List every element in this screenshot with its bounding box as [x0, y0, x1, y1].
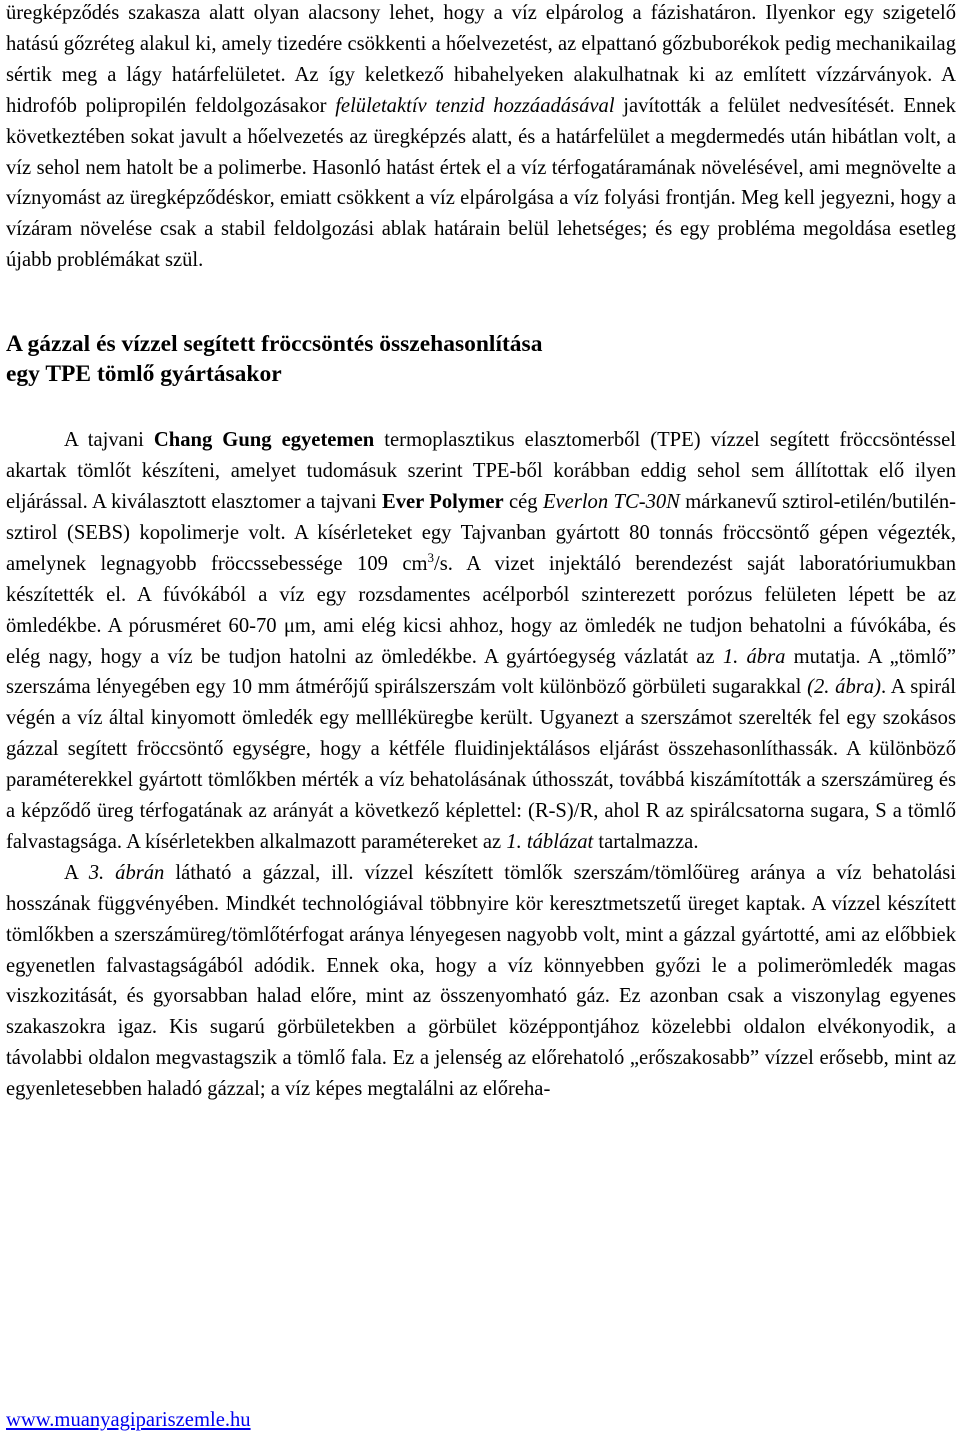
intro-italic-phrase: felületaktív tenzid hozzáadásával	[335, 94, 615, 117]
intro-text-2: javították a felület nedvesítését. Ennek következtében sokat javult a hőelvezetés az üregképzés alatt, és a határfelület a megdermedés után hibátlan volt, a víz sehol nem hatolt be a polimerbe. Hasonló hatást értek el a víz térfogatáramának növelésével, ami megnövelte a víznyomást az üregképződéskor, emiatt csökkent a víz elpárolgása a víz folyási frontján. Meg kell jegyezni, hogy a vízáram növelése csak a stabil feldolgozási ablak határain belül lehetséges; és egy probléma megoldása esetleg újabb problémákat szül.	[6, 94, 956, 272]
figure-ref-1: 1. ábra	[722, 645, 786, 668]
body-paragraph-2	[6, 858, 956, 1105]
intro-paragraph	[6, 0, 956, 276]
section-heading	[6, 276, 956, 425]
body1-text-5: /s. A vizet injektáló berendezést saját laboratóriumukban készítették el. A fúvókából a víz egy rozsdamentes acélporból szinterezett porózus felületen lépett be az ömledékbe. A pórusméret 60-70 μm, ami elég kicsi ahhoz, hogy az ömledék ne tudjon behatolni a fúvókába, és elég nagy, hogy a víz be tudjon hatolni az ömledékbe. A gyártóegység vázlatát az	[6, 552, 956, 668]
footer-website-link[interactable]: www.muanyagipariszemle.hu	[6, 1409, 251, 1431]
table-ref-1: 1. táblázat	[506, 830, 594, 853]
body2-text-1: A	[64, 861, 89, 884]
figure-ref-3: 3. ábrán	[88, 861, 165, 884]
intro-text-1: üregképződés szakasza alatt olyan alacsony lehet, hogy a víz elpárolog a fázishatáron. Ilyenkor egy szigetelő hatású gőzréteg alakul ki, amely tizedére csökkenti a hőelvezetést, az elpattanó gőzbuborékok pedig mechanikailag sértik meg a lágy határfelületet. Az így keletkező hibahelyeken alakulhatnak ki az említett vízzárványok. A hidrofób polipropilén feldolgozásakor	[6, 2, 956, 117]
body1-text-3: cég	[503, 490, 543, 513]
document-page	[6, 0, 956, 1105]
body2-text-2: látható a gázzal, ill. vízzel készített tömlők szerszám/tömlőüreg aránya a víz behatolási hosszának függvényében. Mindkét technológiával többnyire kör keresztmetszetű üreget kaptak. A vízzel készített tömlőkben a szerszámüreg/tömlőtérfogat aránya lényegesen nagyobb volt, mint a gázzal gyártotté, ami az előbbiek egyenetlen falvastagságából adódik. Ennek oka, hogy a víz könnyebben győzi le a polimerömledék magas viszkozitását, és gyorsabban halad előre, mint az összenyomható gáz. Ez azonban csak a viszonylag egyenes szakaszokra igaz. Kis sugarú görbületekben a görbület középpontjához közelebbi oldalon elvékonyodik, a távolabbi oldalon megvastagszik a tömlő fala. Ez a jelenség az előrehatoló „erőszakosabb” vízzel erősebb, mint az egyenletesebben haladó gázzal; a víz képes megtalálni az előreha-	[6, 861, 956, 1101]
heading-line-2: egy TPE tömlő gyártásakor	[6, 361, 282, 388]
university-name: Chang Gung egyetemen	[153, 429, 375, 452]
body1-text-4: márkanevű sztirol-etilén/butilén-sztirol (SEBS) kopolimerje volt. A kísérleteket egy Tajvanban gyártott 80 tonnás fröccsöntő gépen végezték, amelynek legnagyobb fröccssebessége 109 cm	[6, 490, 957, 575]
heading-line-1: A gázzal és vízzel segített fröccsöntés összehasonlítása	[6, 331, 543, 358]
body1-text-8: tartalmazza.	[593, 830, 699, 853]
company-name: Ever Polymer	[381, 490, 504, 513]
body1-text-7: . A spirál végén a víz által kinyomott ömledék egy mellléküregbe került. Ugyanezt a szerszámot szerelték fel egy szokásos gázzal segített fröccsöntő egységre, hogy a kétféle fluidinjektálásos eljárást összehasonlíthassák. A különböző paraméterekkel gyártott tömlőkben mérték a víz behatolásának úthosszát, továbbá kiszámították a szerszámüreg és a képződő üreg térfogatának az arányát a következő képlettel: (R-S)/R, ahol R az spirálcsatorna sugara, S a tömlő falvastagsága. A kísérletekben alkalmazott paramétereket az	[6, 676, 956, 853]
body1-text-6: mutatja. A „tömlő” szerszáma lényegében egy 10 mm átmérőjű spirálszerszám volt különböző görbületi sugarakkal	[6, 645, 957, 699]
body1-text-2: termoplasztikus elasztomerből (TPE) vízzel segített fröccsöntéssel akartak tömlőt készíteni, amelyet tudomásuk szerint TPE-ből korábban eddig sehol sem állítottak elő ilyen eljárással. A kiválasztott elasztomer a tajvani	[6, 429, 956, 513]
superscript-3: 3	[427, 549, 435, 565]
product-name: Everlon TC-30N	[542, 490, 680, 513]
body1-text-1: A tajvani	[64, 429, 154, 452]
body-paragraph-1	[6, 425, 956, 858]
figure-ref-2: (2. ábra)	[807, 676, 881, 699]
